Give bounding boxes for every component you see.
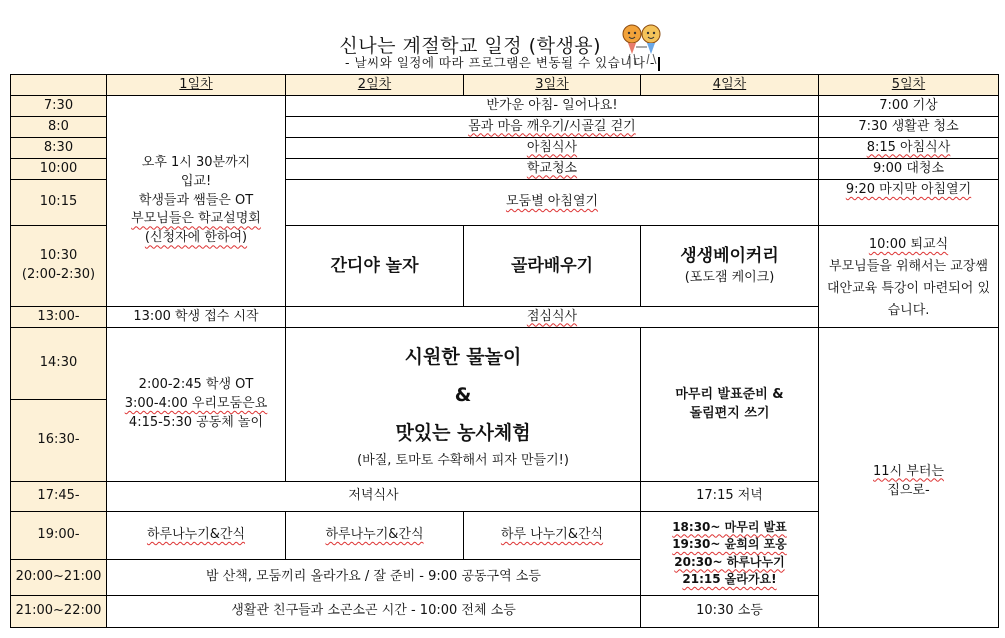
day1-arrival-cell: 오후 1시 30분까지 입교! 학생들과 쌤들은 OT 부모님들은 학교설명회 (신청자에 한하여)	[107, 96, 286, 307]
day3-activity: 골라배우기	[464, 226, 641, 307]
day3-evening-share: 하루 나누기&간식	[464, 512, 641, 560]
time-cell: 8:30	[11, 138, 107, 159]
header-day-3: 3일차	[464, 75, 641, 96]
day5-big-clean: 9:00 대청소	[819, 159, 999, 180]
day1-afternoon: 2:00-2:45 학생 OT 3:00-4:00 우리모둠은요 4:15-5:30 공동체 놀이	[107, 328, 286, 482]
day4-dinner: 17:15 저녁	[641, 482, 819, 512]
time-cell: 10:00	[11, 159, 107, 180]
time-cell: 21:00~22:00	[11, 596, 107, 628]
text-cursor	[658, 57, 660, 71]
day4-wrapup: 마무리 발표준비 & 돌림편지 쓰기	[641, 328, 819, 482]
time-cell: 8:0	[11, 117, 107, 138]
time-cell: 19:00-	[11, 512, 107, 560]
span-night-walk: 밤 산책, 모둠끼리 올라가요 / 잘 준비 - 9:00 공동구역 소등	[107, 560, 641, 596]
day4-bakery: 생생베이커리 (포도잼 케이크)	[641, 226, 819, 307]
span-lunch: 점심식사	[286, 307, 819, 328]
day5-last-meeting: 9:20 마지막 아침열기	[819, 180, 999, 226]
header-day-4: 4일차	[641, 75, 819, 96]
row-1430	[11, 328, 999, 400]
header-corner	[11, 75, 107, 96]
day1-evening-share: 하루나누기&간식	[107, 512, 286, 560]
time-cell: 20:00~21:00	[11, 560, 107, 596]
day1-registration: 13:00 학생 접수 시작	[107, 307, 286, 328]
day5-wake: 7:00 기상	[819, 96, 999, 117]
span-morning-meeting: 모둠별 아침열기	[286, 180, 819, 226]
time-cell: 14:30	[11, 328, 107, 400]
day4-lights-out: 10:30 소등	[641, 596, 819, 628]
day4-evening: 18:30~ 마무리 발표 19:30~ 윤희의 포옹 20:30~ 하루나누기 21:15 올라가요!	[641, 512, 819, 596]
day5-home: 11시 부터는 집으로-	[819, 328, 999, 628]
subtitle-note: - 날씨와 일정에 따라 프로그램은 변동될 수 있습니다 -	[0, 53, 1005, 71]
time-cell: 16:30-	[11, 400, 107, 482]
day5-clean: 7:30 생활관 청소	[819, 117, 999, 138]
day2-activity: 간디야 놀자	[286, 226, 464, 307]
day2-evening-share: 하루나누기&간식	[286, 512, 464, 560]
header-row	[11, 75, 999, 96]
day5-breakfast: 8:15 아침식사	[819, 138, 999, 159]
row-0730	[11, 96, 999, 117]
time-cell: 13:00-	[11, 307, 107, 328]
time-cell: 10:30 (2:00-2:30)	[11, 226, 107, 307]
span-exercise: 몸과 마음 깨우기/시골길 걷기	[286, 117, 819, 138]
header-day-5: 5일차	[819, 75, 999, 96]
time-cell: 17:45-	[11, 482, 107, 512]
time-cell: 7:30	[11, 96, 107, 117]
page-title: 신나는 계절학교 일정 (학생용)	[0, 22, 1005, 50]
span-cleaning: 학교청소	[286, 159, 819, 180]
schedule-table	[10, 74, 999, 628]
span-wakeup: 반가운 아침- 일어나요!	[286, 96, 819, 117]
span-breakfast: 아침식사	[286, 138, 819, 159]
time-cell: 10:15	[11, 180, 107, 226]
header-day-2: 2일차	[286, 75, 464, 96]
header-day-1: 1일차	[107, 75, 286, 96]
day23-water-farm: 시원한 물놀이 & 맛있는 농사체험 (바질, 토마토 수확해서 피자 만들기!)	[286, 328, 641, 482]
day5-departure: 10:00 퇴교식 부모님들을 위해서는 교장쌤 대안교육 특강이 마련되어 있습니다.	[819, 226, 999, 328]
span-dorm-time: 생활관 친구들과 소곤소곤 시간 - 10:00 전체 소등	[107, 596, 641, 628]
span-dinner: 저녁식사	[107, 482, 641, 512]
